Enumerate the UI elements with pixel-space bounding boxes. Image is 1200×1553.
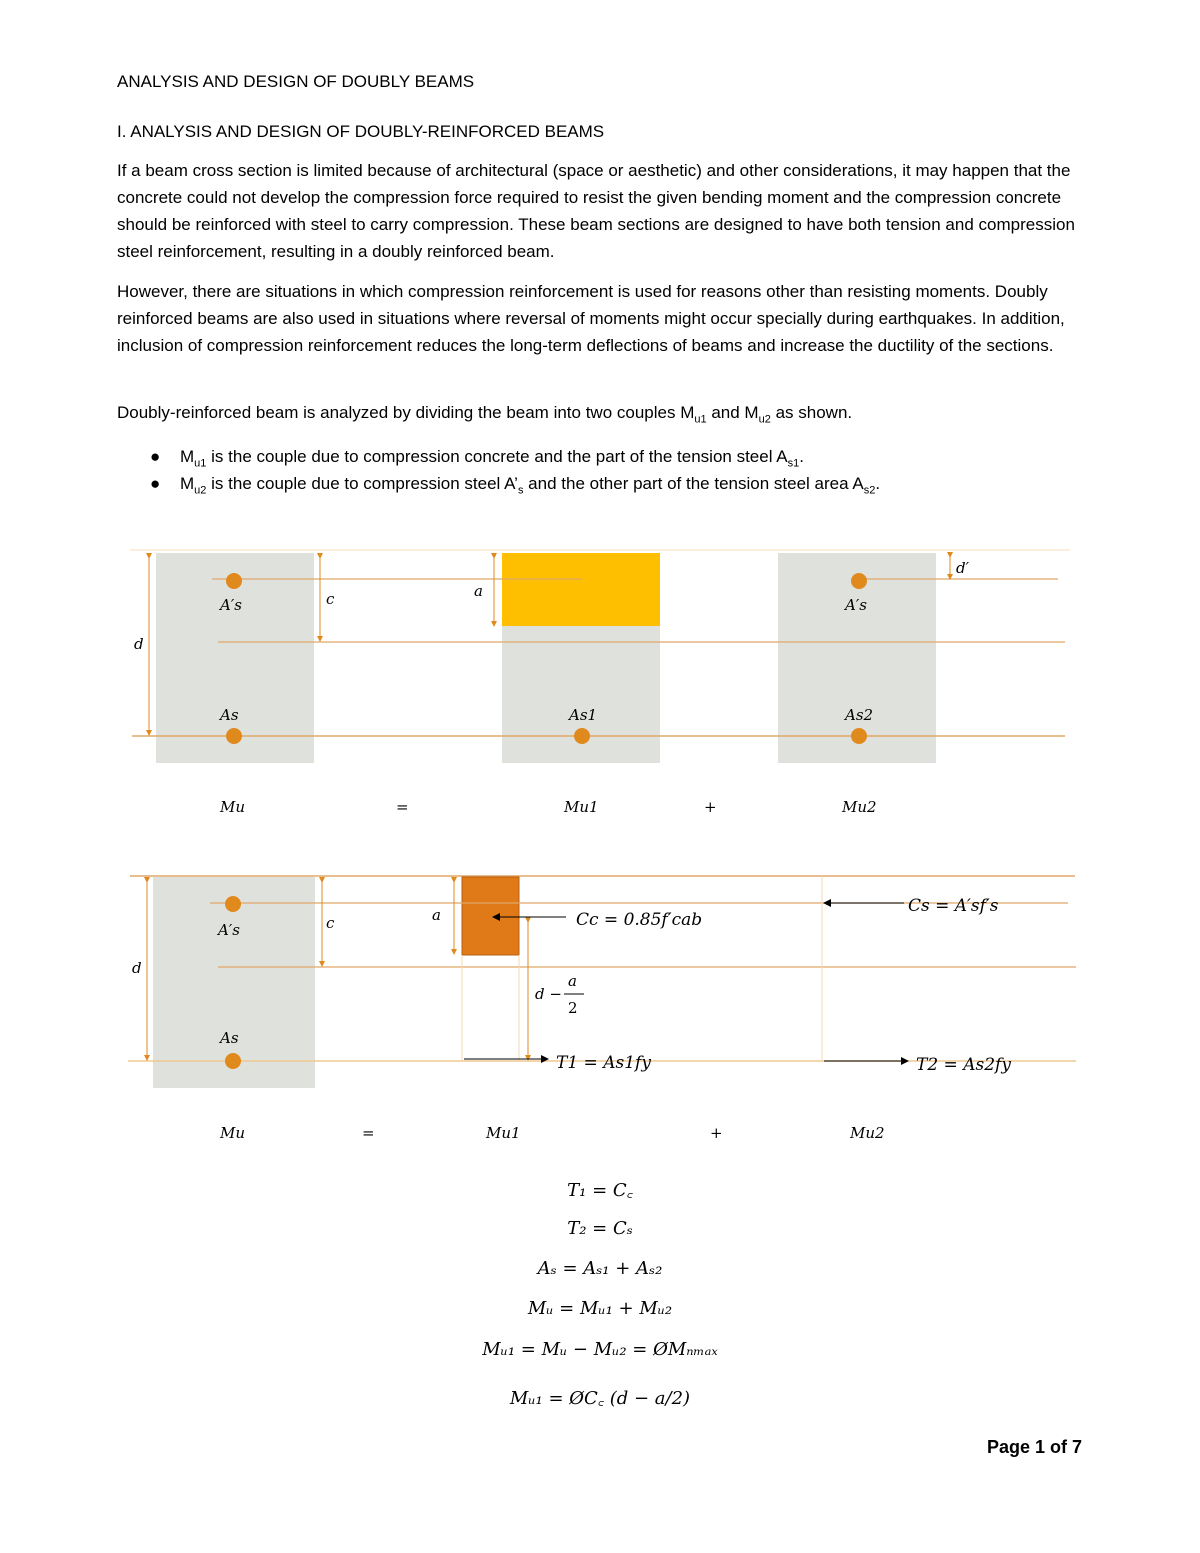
label-t2: T2 = As2fy [916, 1055, 1011, 1075]
label-as2: As2 [845, 706, 874, 724]
label-as1: As1 [569, 706, 598, 724]
rebar-icon [851, 728, 867, 744]
equation-t2: T₂ = Cₛ [567, 1218, 633, 1239]
label-equals: = [362, 1124, 375, 1142]
rebar-icon [226, 728, 242, 744]
label-a: a [474, 582, 483, 600]
equation-as: Aₛ = Aₛ₁ + Aₛ₂ [537, 1258, 663, 1279]
label-c: c [326, 590, 335, 608]
label-as: As [220, 1029, 239, 1047]
equation-mu1-lever: Mᵤ₁ = ØC꜀ (d − a/2) [509, 1388, 691, 1409]
equation-t1: T₁ = C꜀ [567, 1180, 633, 1201]
label-mu1: Mu1 [486, 1124, 521, 1142]
rebar-icon [851, 573, 867, 589]
label-lever-bottom: 2 [568, 999, 578, 1017]
document-title: ANALYSIS AND DESIGN OF DOUBLY BEAMS [117, 72, 475, 91]
label-mu: Mu [220, 1124, 246, 1142]
figure-1 [130, 550, 1070, 816]
bullet-item-mu2: ● $M_{u2}$ is the couple due to compression steel $A’_s$ and the other part of the tension steel area $A_{s2}$. [150, 470, 880, 497]
rebar-icon [574, 728, 590, 744]
label-d-prime: d′ [956, 559, 970, 577]
equation-mu1-max: Mᵤ₁ = Mᵤ − Mᵤ₂ = ØMₙₘₐₓ [482, 1339, 718, 1360]
label-mu2: Mu2 [842, 798, 877, 816]
label-d: d [134, 635, 144, 653]
label-plus: + [704, 798, 717, 816]
label-as-prime: A′s [845, 596, 867, 614]
label-d: d [132, 959, 142, 977]
bullet-icon: ● [150, 474, 161, 493]
paragraph-1: If a beam cross section is limited because of architectural (space or aesthetic) and other considerations, it may happen that the concrete could not develop the compression force required to resist the given bending moment and the compression concrete should be reinforced with steel to carry compression. These beam sections are designed to have both tension and compression steel reinforcement, resulting in a doubly reinforced beam. [117, 161, 1075, 261]
rebar-icon [226, 573, 242, 589]
label-plus: + [710, 1124, 723, 1142]
section-heading: I. ANALYSIS AND DESIGN OF DOUBLY-REINFORCED BEAMS [117, 122, 605, 141]
page-number: Page 1 of 7 [986, 1437, 1082, 1457]
paragraph-2: However, there are situations in which compression reinforcement is used for reasons other than resisting moments. Doubly reinforced beams are also used in situations where reversal of moments might occur specially during earthquakes. In addition, inclusion of compression reinforcement reduces the long-term deflections of beams and increase the ductility of the sections. [117, 282, 1065, 355]
label-mu2: Mu2 [850, 1124, 885, 1142]
stress-block [502, 553, 660, 626]
label-as: As [220, 706, 239, 724]
label-t1: T1 = As1fy [556, 1053, 651, 1073]
label-cc: Cc = 0.85f′cab [576, 910, 703, 930]
label-a: a [432, 906, 441, 924]
label-mu1: Mu1 [564, 798, 599, 816]
label-cs: Cs = A′sf′s [908, 896, 999, 916]
label-as-prime: A′s [218, 921, 240, 939]
label-c: c [326, 914, 335, 932]
label-as-prime: A′s [220, 596, 242, 614]
equation-mu: Mᵤ = Mᵤ₁ + Mᵤ₂ [527, 1298, 673, 1319]
label-lever-top: a [568, 972, 577, 990]
rebar-icon [225, 896, 241, 912]
rebar-icon [225, 1053, 241, 1069]
bullet-icon: ● [150, 447, 161, 466]
stress-block [462, 877, 519, 955]
figure-2 [128, 876, 1076, 1142]
bullet-item-mu1: ● $M_{u1}$ is the couple due to compression concrete and the part of the tension steel $A_{s1}$. [150, 443, 804, 470]
label-lever-pre: d − [535, 985, 562, 1003]
label-mu: Mu [220, 798, 246, 816]
paragraph-3: Doubly-reinforced beam is analyzed by dividing the beam into two couples $M_{u1}$ and $M_{u2}$ as shown. [117, 403, 853, 426]
label-equals: = [396, 798, 409, 816]
